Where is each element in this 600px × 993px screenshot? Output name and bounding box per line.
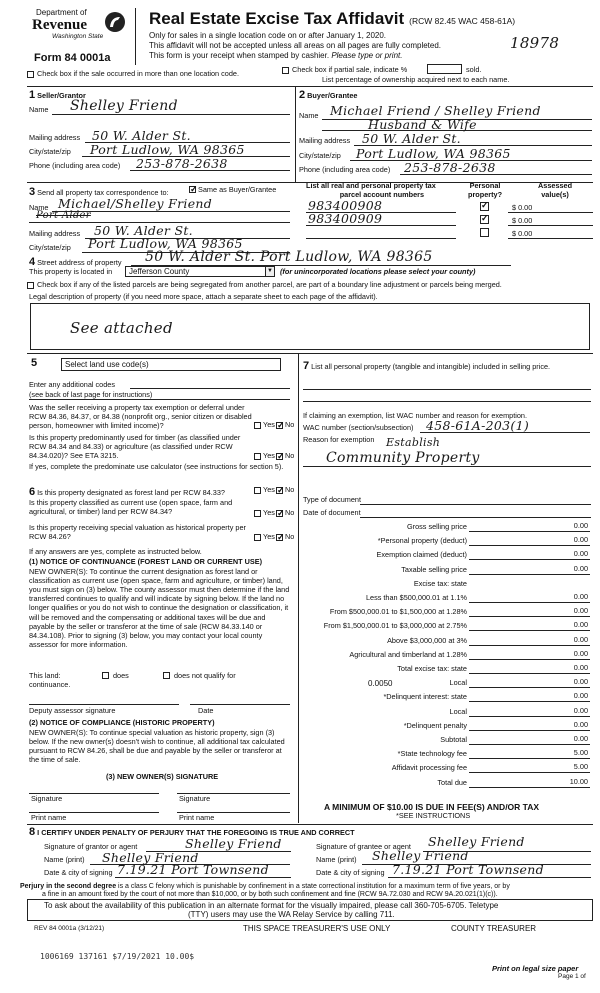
tax-row-value[interactable]: 0.00 [573,535,588,544]
dept-state: Washington State [52,33,104,40]
legal-desc-value[interactable]: See attached [70,319,173,337]
tax-row-label: Less than $500,000.01 at 1.1% [365,593,467,602]
grantor-date-label: Date & city of signing [44,868,113,877]
county-treasurer: COUNTY TREASURER [451,924,537,933]
current-use-no-label: No [285,508,295,517]
treasurer-stamp: 1006169 137161 $7/19/2021 10.00$ [40,952,195,961]
tax-row-label: Taxable selling price [401,565,467,574]
reason-value-1[interactable]: Establish [386,436,441,449]
segregated-label: Check box if any of the listed parcels are being segregated from another parcel, are part of a boundary line adjustment or parcels being merged. [37,280,502,289]
tax-row-label: *Personal property (deduct) [377,536,467,545]
grantee-date-value[interactable]: 7.19.21 Port Townsend [392,862,544,877]
segregated-checkbox[interactable] [27,282,34,289]
perjury-line-1: Perjury in the second degree is a class C felony which is punishable by confinement in a state correctional institution for a maximum term of five years, or by [20,883,510,890]
forest-yes-label: Yes [263,485,275,494]
wac-label: WAC number (section/subsection) [303,423,414,432]
buyer-mailing-value[interactable]: 50 W. Alder St. [362,131,461,146]
tax-row-label: Local [449,678,467,687]
tax-row-label: From $1,500,000.01 to $3,000,000 at 2.75% [323,621,467,630]
tax-row-label: Subtotal [440,735,467,744]
same-as-buyer-label: Same as Buyer/Grantee [198,185,277,194]
tax-row-label: *Delinquent penalty [403,721,467,730]
partial-sale-percent[interactable] [427,64,462,74]
tax-row-value[interactable]: 5.00 [573,762,588,771]
timber-question: Is this property predominantly used for timber (as classified under RCW 84.34 and 84.33) or agriculture (as classified under RCW 84.34.020)? See ETA 3215. [29,433,241,460]
seller-mailing-label: Mailing address [29,133,81,142]
certify-line: 8 I CERTIFY UNDER PENALTY OF PERJURY THAT THE FOREGOING IS TRUE AND CORRECT [29,826,355,838]
historical-yes-checkbox[interactable] [254,534,261,541]
seller-phone-label: Phone (including area code) [29,161,121,170]
handwritten-number: 18978 [510,34,560,52]
parcel-header: List all real and personal property tax parcel account numbers [306,181,436,200]
does-not-checkbox[interactable] [163,672,170,679]
buyer-phone-value[interactable]: 253-878-2638 [404,160,496,175]
see-back-label: (see back of last page for instructions) [29,390,153,399]
tax-row-value[interactable]: 0.00 [573,620,588,629]
continuance-label: continuance. [29,680,71,689]
page-number: Page 1 of [558,973,586,980]
notice-2-text: NEW OWNER(S): To continue special valuation as historic property, sign (3) below. If the new owner(s) doesn't wish to continue, all additional tax calculated pursuant to RCW 84.26, shall be due and payable by the seller or transferor at the time of sale. [29,728,285,765]
tax-row-label: From $500,000.01 to $1,500,000 at 1.28% [329,607,467,616]
reason-value-2[interactable]: Community Property [326,450,480,466]
tax-row-value[interactable]: 0.00 [573,592,588,601]
grantee-date-label: Date & city of signing [316,868,385,877]
form-title: Real Estate Excise Tax Affidavit [149,9,405,28]
seller-heading: 1 Seller/Grantor [29,89,86,101]
tax-row-label: Gross selling price [406,522,467,531]
tax-row-label: Agricultural and timberland at 1.28% [349,650,467,659]
seller-mailing-value[interactable]: 50 W. Alder St. [92,128,191,143]
parcel-2-personal-checkbox[interactable] [480,215,489,224]
legal-paper-note: Print on legal size paper [492,964,579,973]
tax-row-label: Local [449,707,467,716]
dept-name: Revenue [32,17,87,33]
wac-value[interactable]: 458-61A-203(1) [426,418,530,433]
multi-location-label: Check box if the sale occurred in more than one location code. [37,69,239,78]
tax-row-label: Total excise tax: state [397,664,467,673]
timber-no-label: No [285,451,295,460]
tax-row-value[interactable]: 0.00 [573,635,588,644]
notice-3b: Please type or print. [331,51,403,60]
see-instructions: *SEE INSTRUCTIONS [396,811,471,820]
same-as-buyer-checkbox[interactable] [189,186,196,193]
deputy-date-label: Date [198,706,214,715]
historical-no-checkbox[interactable] [276,534,283,541]
tax-row-label: Excise tax: state [413,579,467,588]
owner-sig-label-2: Signature [179,794,211,803]
minimum-due-note: A MINIMUM OF $10.00 IS DUE IN FEE(S) AND/OR TAX [324,802,540,812]
buyer-phone-label: Phone (including area code) [299,165,391,174]
forest-yes-checkbox[interactable] [254,487,261,494]
tax-row-value[interactable]: 0.00 [573,691,588,700]
grantor-date-value[interactable]: 7.19.21 Port Townsend [117,862,269,877]
exemption-question: Was the seller receiving a property tax exemption or deferral under RCW 84.36, 84.37, or 84.38 (nonprofit org., senior citizen or disabled person, homeowner with limited income)? [29,403,252,430]
corr-city-value[interactable]: Port Ludlow, WA 98365 [88,236,243,251]
buyer-name-label: Name [299,111,319,120]
reason-label: Reason for exemption [303,435,375,444]
this-land-label: This land: [29,671,61,680]
street-label: 4 Street address of property [29,256,122,268]
corr-name-label: Name [29,203,49,212]
legal-desc-label: Legal description of property (if you need more space, attach a separate sheet to each page of the affidavit). [29,292,378,301]
historical-question: Is this property receiving special valuation as historical property per RCW 84.26? [29,523,246,541]
county-select-value: Jefferson County [129,267,190,276]
tax-row-value[interactable]: 0.00 [573,720,588,729]
additional-codes-label: Enter any additional codes [29,380,115,389]
seller-city-value[interactable]: Port Ludlow, WA 98365 [90,142,245,157]
does-label: does [113,671,129,680]
notice-1-text: NEW OWNER(S): To continue the current designation as forest land or classification as current use (open space, farm and agriculture, or timber) land, you must sign on (3) below. The county assessor must then determine if the land transferred continues to qualify and will indicate by signing below. If the land no longer qualifies or you do not wish to continue the designation or classification, it will be removed and the compensating or additional taxes will be due and payable by the seller or transferor at the time of sale (RCW 84.33.140 or 84.34.108). Prior to signing (3) below, you may contact your local county assessor for more information. [29,567,290,649]
tax-row-value[interactable]: 0.00 [573,663,588,672]
tax-row-value[interactable]: 0.00 [573,606,588,615]
alt-format-1: To ask about the availability of this publication in an alternate format for the visually impaired, please call 360-705-6705. Teletype [44,901,499,910]
seller-name-label: Name [29,105,49,114]
notice-2: This affidavit will not be accepted unless all areas on all pages are fully completed. [149,41,442,50]
partial-sale-label-c: List percentage of ownership acquired next to each name. [322,75,510,84]
grantor-sig-value[interactable]: Shelley Friend [185,836,282,851]
form-number: Form 84 0001a [34,52,111,64]
multi-location-checkbox[interactable] [27,71,34,78]
corr-mailing-label: Mailing address [29,229,81,238]
form-title-row [149,9,515,30]
notice-1: Only for sales in a single location code on or after January 1, 2020. [149,31,387,40]
partial-sale-label-a: Check box if partial sale, indicate % [292,65,408,74]
exemption-no-checkbox[interactable] [276,422,283,429]
parcel-1-number[interactable]: 983400908 [308,198,383,213]
current-use-yes-checkbox[interactable] [254,510,261,517]
exemption-yes-label: Yes [263,420,275,429]
exemption-yes-checkbox[interactable] [254,422,261,429]
forest-no-label: No [285,485,295,494]
corr-city-label: City/state/zip [29,243,71,252]
parcel-1-value[interactable]: $ 0.00 [512,203,533,212]
county-note: (for unincorporated locations please select your county) [280,267,476,276]
corr-mailing-value[interactable]: 50 W. Alder St. [94,223,193,238]
current-use-question: Is this property classified as current use (open space, farm and agricultural, or timber) land per RCW 84.34? [29,498,233,516]
forest-question: 6 Is this property designated as forest land per RCW 84.33? [29,486,225,498]
tax-row-value[interactable]: 10.00 [569,777,588,786]
grantee-print-label: Name (print) [316,855,357,864]
parcel-2-number[interactable]: 983400909 [308,211,383,226]
timber-yes-checkbox[interactable] [254,453,261,460]
tax-row-value[interactable]: 0.00 [573,649,588,658]
grantor-print-value[interactable]: Shelley Friend [102,850,199,865]
notice-2-title: (2) NOTICE OF COMPLIANCE (HISTORIC PROPERTY) [29,718,215,727]
if-yes-note: If yes, complete the predominate use calculator (see instructions for section 5). [29,462,284,471]
historical-no-label: No [285,532,295,541]
parcel-3-value[interactable]: $ 0.00 [512,229,533,238]
dept-line: Department of [36,8,87,17]
seller-city-label: City/state/zip [29,147,71,156]
does-not-label: does not qualify for [174,671,236,680]
rev-number: REV 84 0001a (3/12/21) [34,925,105,932]
tax-row-label: *State technology fee [397,749,467,758]
chevron-down-icon: ▼ [265,267,274,276]
tax-row-label: Exemption claimed (deduct) [376,550,467,559]
owner-print-label-1: Print name [31,813,67,822]
type-doc-label: Type of document [303,495,362,504]
notice-3a: This form is your receipt when stamped by cashier. [149,51,330,60]
revenue-logo [24,8,132,52]
alt-format-2: (TTY) users may use the WA Relay Service by calling 711. [188,910,395,919]
historical-yes-label: Yes [263,532,275,541]
located-label: This property is located in [29,267,113,276]
parcel-1-personal-checkbox[interactable] [480,202,489,211]
correspondence-heading: 3 Send all property tax correspondence to: [29,186,169,198]
corr-name-value[interactable]: Michael/Shelley Friend [58,196,213,211]
buyer-city-value[interactable]: Port Ludlow, WA 98365 [356,146,511,161]
tax-row-value[interactable]: 0.00 [573,677,588,686]
county-select[interactable] [125,266,275,277]
personal-property-list: 7 List all personal property (tangible and intangible) included in selling price. [303,360,551,372]
grantor-print-label: Name (print) [44,855,85,864]
personal-header: Personal property? [468,181,503,200]
form-title-ref: (RCW 82.45 WAC 458-61A) [409,16,516,26]
grantee-print-value[interactable]: Shelley Friend [372,848,469,863]
buyer-city-label: City/state/zip [299,151,341,160]
assessed-header: Assessed value(s) [538,181,573,200]
land-use-select[interactable]: Select land use code(s) [61,358,281,371]
street-value[interactable]: 50 W. Alder St. Port Ludlow, WA 98365 [145,249,433,265]
corr-name-strike: Port Alder [36,210,91,221]
seller-phone-value[interactable]: 253-878-2638 [136,156,228,171]
tax-row-label: *Delinquent interest: state [383,692,467,701]
buyer-name-value-2[interactable]: Husband & Wife [368,117,477,132]
new-owner-sig-heading: (3) NEW OWNER(S) SIGNATURE [106,772,219,781]
tax-row-value[interactable]: 5.00 [573,748,588,757]
notice-1-title: (1) NOTICE OF CONTINUANCE (FOREST LAND OR CURRENT USE) [29,557,263,566]
grantor-sig-label: Signature of grantor or agent [44,842,138,851]
parcel-3-personal-checkbox[interactable] [480,228,489,237]
if-any-note: If any answers are yes, complete as instructed below. [29,547,202,556]
parcel-2-value[interactable]: $ 0.00 [512,216,533,225]
does-checkbox[interactable] [102,672,109,679]
tax-row-value[interactable]: 0.00 [573,521,588,530]
tax-row-value[interactable]: 0.00 [573,564,588,573]
local-rate: 0.0050 [368,679,393,688]
tax-row-label: Total due [437,778,467,787]
buyer-heading: 2 Buyer/Grantee [299,89,358,101]
tax-row-value[interactable]: 0.00 [573,706,588,715]
tax-row-value[interactable]: 0.00 [573,549,588,558]
revenue-logo-icon [104,11,126,33]
partial-sale-label-b: sold. [466,65,482,74]
section-5-num: 5 [31,357,38,369]
grantee-sig-value[interactable]: Shelley Friend [428,834,525,849]
owner-print-label-2: Print name [179,813,215,822]
buyer-mailing-label: Mailing address [299,136,351,145]
tax-row-label: Above $3,000,000 at 3% [387,636,467,645]
perjury-line-2: a fine in an amount fixed by the court of not more than $10,000, or by both such confinement and fine (RCW 9A.72.030 and RCW 9A.20.021(1)(c)). [42,891,498,898]
current-use-no-checkbox[interactable] [276,510,283,517]
buyer-name-value-1[interactable]: Michael Friend / Shelley Friend [330,103,541,118]
partial-sale-checkbox[interactable] [282,67,289,74]
grantee-sig-label: Signature of grantee or agent [316,842,411,851]
exemption-no-label: No [285,420,295,429]
timber-yes-label: Yes [263,451,275,460]
current-use-yes-label: Yes [263,508,275,517]
exemption-claim-label: If claiming an exemption, list WAC number and reason for exemption. [303,411,528,420]
date-doc-label: Date of document [303,508,361,517]
deputy-sig-label: Deputy assessor signature [29,706,116,715]
forest-no-checkbox[interactable] [276,487,283,494]
tax-row-value[interactable]: 0.00 [573,734,588,743]
treasurer-use: THIS SPACE TREASURER'S USE ONLY [243,924,391,933]
timber-no-checkbox[interactable] [276,453,283,460]
notice-3 [149,51,402,61]
owner-sig-label-1: Signature [31,794,63,803]
tax-row-label: Affidavit processing fee [391,763,467,772]
seller-name-value[interactable]: Shelley Friend [70,98,178,114]
